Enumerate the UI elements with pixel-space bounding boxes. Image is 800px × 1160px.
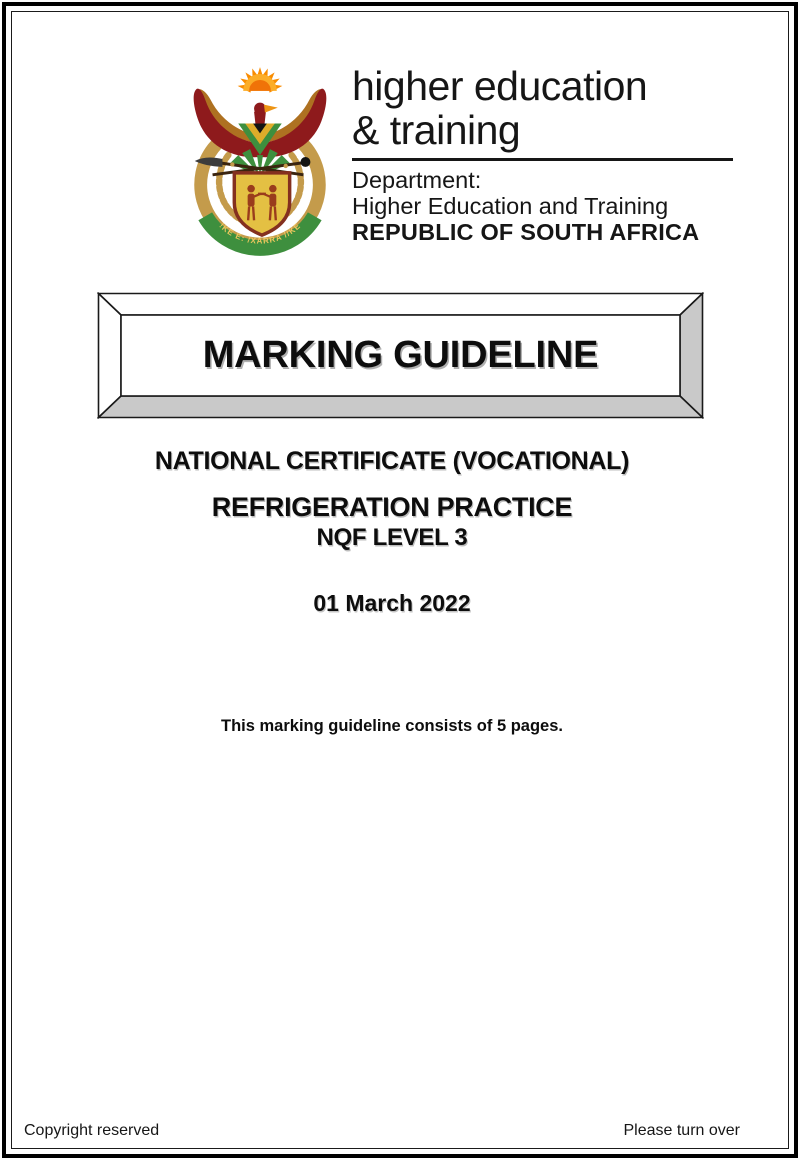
- wing-right: [260, 89, 326, 158]
- brand-rule: [352, 158, 733, 161]
- brand-title: [352, 64, 734, 152]
- department-name: Higher Education and Training: [352, 192, 669, 219]
- coat-of-arms-icon: [175, 63, 345, 259]
- shield: [234, 173, 289, 235]
- sunburst: [237, 67, 283, 93]
- subject-heading: REFRIGERATION PRACTICE: [211, 492, 573, 522]
- marking-guideline-title: MARKING GUIDELINE: [202, 334, 599, 376]
- pages-note: This marking guideline consists of 5 pages.: [221, 717, 563, 735]
- qualification-heading: NATIONAL CERTIFICATE (VOCATIONAL): [154, 447, 630, 475]
- brand-line-1: higher education: [352, 63, 648, 109]
- header-brand: [352, 64, 734, 245]
- department-block: [352, 167, 734, 245]
- turn-over-note: Please turn over: [623, 1122, 740, 1139]
- motto-text: !KE E: /XARRA //KE: [217, 221, 303, 246]
- wing-left: [194, 89, 260, 158]
- exam-date: 01 March 2022: [313, 590, 471, 616]
- footer: [24, 1120, 740, 1142]
- department-label: Department:: [352, 166, 482, 193]
- brand-line-2: & training: [352, 107, 521, 153]
- marking-guideline-box: [97, 292, 704, 419]
- copyright-note: Copyright reserved: [24, 1122, 160, 1139]
- country-name: REPUBLIC OF SOUTH AFRICA: [352, 218, 700, 245]
- level-heading: NQF LEVEL 3: [316, 524, 468, 551]
